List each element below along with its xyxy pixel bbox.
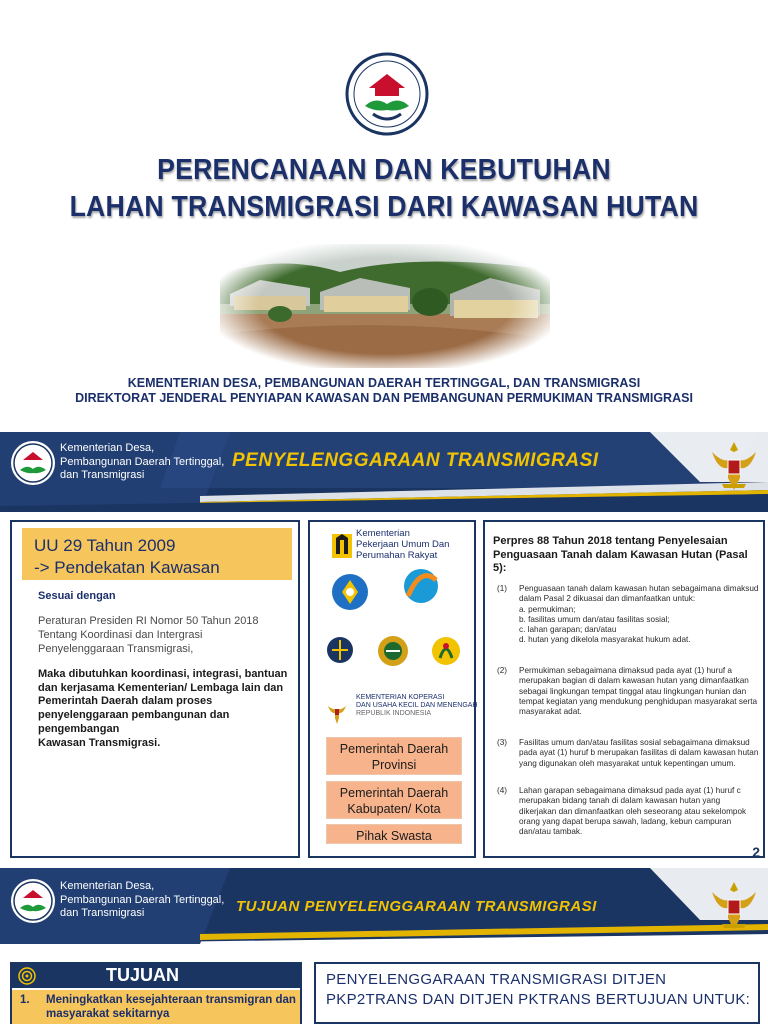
ministry-logo-small — [10, 440, 56, 486]
org-line-3: dan Transmigrasi — [60, 469, 145, 481]
pupr-logo — [330, 532, 354, 560]
pasal-number: (3) — [497, 738, 508, 747]
garuda-emblem — [708, 438, 760, 494]
org-line-3: dan Transmigrasi — [60, 907, 145, 919]
target-icon — [18, 967, 36, 985]
pill2-line-2: Kabupaten/ Kota — [347, 802, 441, 816]
kop-line-1: KEMENTERIAN KOPERASI — [356, 694, 445, 701]
ministry-line-2: DIREKTORAT JENDERAL PENYIAPAN KAWASAN DAN PEMBANGUNAN PERMUKIMAN TRANSMIGRASI — [75, 391, 693, 405]
pasal-sub: c. lahan garapan; dan/atau — [519, 625, 617, 635]
header-org-name — [60, 442, 224, 483]
transmigration-village-photo — [220, 244, 550, 368]
pasal-item-1 — [497, 584, 759, 646]
pasal-sub: d. hutan yang dikelola masyarakat hukum adat. — [519, 635, 691, 645]
maka-text — [38, 668, 294, 750]
bumn-logo — [400, 566, 442, 612]
pupr-line-2: Pekerjaan Umum Dan — [356, 539, 450, 550]
maka-end: Kawasan Transmigrasi. — [38, 736, 161, 749]
ministry-caption — [0, 376, 768, 406]
tujuan-text: Meningkatkan kesejahteraan transmigran dan masyarakat sekitarnya — [46, 994, 296, 1020]
kemenkop-garuda-logo — [326, 698, 348, 726]
title-line-1: PERENCANAAN DAN KEBUTUHAN — [157, 154, 611, 186]
tujuan-item-1 — [20, 993, 298, 1021]
slide-header — [0, 864, 768, 956]
kemenkop-name — [350, 694, 478, 718]
pill1-line-2: Provinsi — [371, 758, 417, 772]
page-number: 2 — [752, 844, 760, 860]
ministry-line-1: KEMENTERIAN DESA, PEMBANGUNAN DAERAH TERTINGGAL, DAN TRANSMIGRASI — [127, 376, 641, 390]
goal-text: PENYELENGGARAAN TRANSMIGRASI DITJEN PKP2TRANS DAN DITJEN PKTRANS BERTUJUAN UNTUK: — [326, 971, 751, 1008]
header-org-name — [60, 880, 224, 921]
pill3-label: Pihak Swasta — [356, 829, 432, 843]
kop-line-3: REPUBLIK INDONESIA — [356, 710, 432, 717]
title-slide — [0, 0, 768, 432]
pemda-kabupaten-box — [326, 781, 462, 819]
org-line-1: Kementerian Desa, — [60, 442, 155, 454]
atr-bpn-logo — [376, 634, 410, 668]
perpres88-title: Perpres 88 Tahun 2018 tentang Penyelesaian Penguasaan Tanah dalam Kawasan Hutan (Pasal 5): — [493, 535, 748, 574]
pasal-item-3 — [497, 738, 759, 769]
ministry-logo-small — [10, 878, 56, 924]
pasal-text: Permukiman sebagaimana dimaksud pada ayat (1) huruf a merupakan bagian di dalam kawasan hutan yang dimanfaatkan sebagai lingkungan tempat tinggal atau lingkungan hunian dan tempat kegiatan yang mendukung penghidupan masyarakat serta masyarakat adat. — [519, 666, 758, 717]
pasal-number: (2) — [497, 666, 508, 675]
slide-title — [31, 152, 738, 226]
uu-line-2: -> Pendekatan Kawasan — [34, 558, 220, 577]
sesuai-label: Sesuai dengan — [38, 590, 116, 602]
pasal-text: Lahan garapan sebagaimana dimaksud pada ayat (1) huruf c merupakan bidang tanah di dalam kawasan hutan yang dikerjakan dan dimanfaatkan oleh seseorang atau sekelompok orang yang dapat berupa sawah, ladang, kebun campuran dan/atau tambak. — [519, 786, 747, 837]
title-line-2: LAHAN TRANSMIGRASI DARI KAWASAN HUTAN — [69, 191, 699, 223]
pihak-swasta-box — [326, 824, 462, 844]
ministry-logo — [345, 52, 429, 136]
pill1-line-1: Pemerintah Daerah — [339, 742, 449, 756]
pasal-item-4 — [497, 786, 759, 837]
pasal-sub: b. fasilitas umum dan/atau fasilitas sosial; — [519, 614, 670, 624]
org-line-2: Pembangunan Daerah Tertinggal, — [60, 455, 225, 468]
pemda-provinsi-box — [326, 737, 462, 775]
tujuan-title: TUJUAN — [106, 965, 180, 985]
slide-heading: PENYELENGGARAAN TRANSMIGRASI — [232, 450, 599, 471]
kemendikbud-logo — [330, 572, 370, 612]
tujuan-number: 1. — [20, 994, 30, 1006]
slide-penyelenggaraan — [0, 432, 768, 864]
pasal-sub: a. permukiman; — [519, 604, 576, 614]
org-line-2: Pembangunan Daerah Tertinggal, — [60, 893, 225, 906]
kementan-logo — [430, 634, 462, 668]
maka-paragraph: Maka dibutuhkan koordinasi, integrasi, bantuan dan kerjasama Kementerian/ Lembaga lain dan Pemerintah Daerah dalam proses penyelenggaraan pembangunan dan pengembangan — [38, 668, 288, 735]
slide-tujuan — [0, 864, 768, 1024]
perpres50-text: Peraturan Presiden RI Nomor 50 Tahun 2018 Tentang Koordinasi dan Intergrasi Penyelenggaraan Transmigrasi, — [38, 615, 259, 655]
pill2-line-1: Pemerintah Daerah — [339, 786, 449, 800]
org-line-1: Kementerian Desa, — [60, 880, 155, 892]
kemenhub-logo — [326, 634, 354, 666]
pupr-line-1: Kementerian — [356, 528, 410, 539]
kop-line-2: DAN USAHA KECIL DAN MENENGAH — [356, 702, 478, 709]
pasal-item-2 — [497, 666, 759, 717]
pasal-text: Penguasaan tanah dalam kawasan hutan sebagaimana dimaksud dalam Pasal 2 dikuasai dan dimanfaatkan untuk: — [519, 584, 759, 604]
slide-header — [0, 432, 768, 512]
pupr-line-3: Perumahan Rakyat — [356, 550, 438, 561]
slide-heading: TUJUAN PENYELENGGARAAN TRANSMIGRASI — [236, 898, 597, 915]
pasal-text: Fasilitas umum dan/atau fasilitas sosial sebagaimana dimaksud pada ayat (1) huruf b merupakan fasilitas di dalam kawasan hutan yang digunakan oleh masyarakat untuk kepentingan umum. — [519, 738, 759, 768]
uu-line-1: UU 29 Tahun 2009 — [34, 536, 176, 555]
pasal-number: (1) — [497, 584, 508, 593]
pasal-number: (4) — [497, 786, 508, 795]
garuda-emblem — [708, 878, 760, 934]
pupr-name — [356, 528, 449, 561]
